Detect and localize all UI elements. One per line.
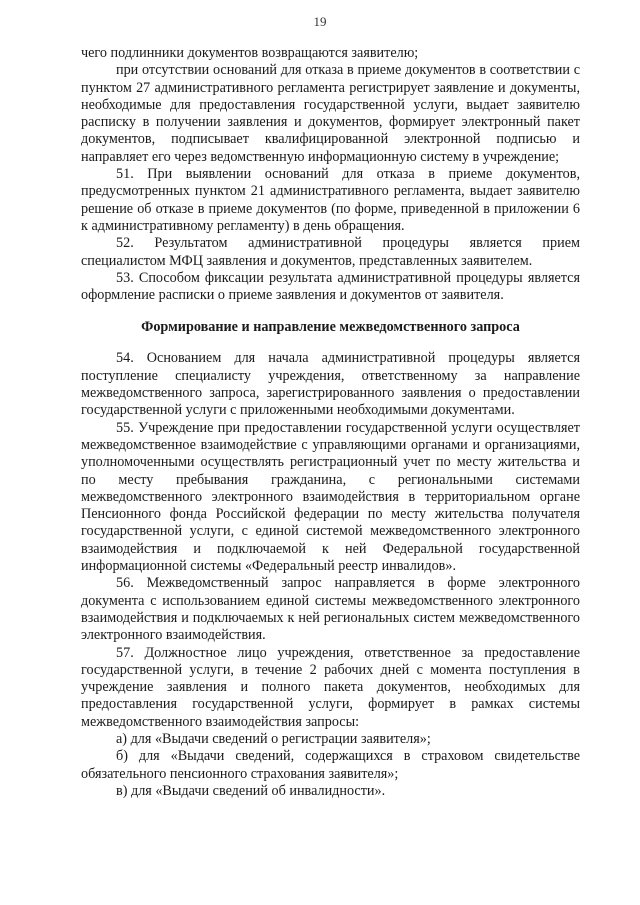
paragraph-54: 54. Основанием для начала административной процедуры является поступление специалисту учреждения, ответственному за направление межведомственного запроса, зарегистрированного заявления о предоставлении государственной услуги с приложенными необходимыми документами.: [81, 350, 580, 419]
section-before: [81, 45, 580, 304]
list-item-a: а) для «Выдачи сведений о регистрации заявителя»;: [116, 730, 431, 747]
paragraph-53: 53. Способом фиксации результата административной процедуры является оформление расписки о приеме заявления и документов от заявителя.: [81, 269, 580, 304]
paragraph-52: 52. Результатом административной процедуры является прием специалистом МФЦ заявления и документов, представленных заявителем.: [81, 235, 580, 269]
paragraph-absence-of-grounds: при отсутствии оснований для отказа в приеме документов в соответствии с пунктом 27 административного регламента регистрирует заявление и документы, необходимые для предоставления государственной услуги, выдает заявителю расписку в получении заявления и документов, формирует электронный пакет документов, подписывает квалифицированной электронной подписью и направляет его через ведомственную информационную систему в учреждение;: [81, 62, 580, 165]
page-number: 19: [313, 14, 327, 29]
list-item-c: в) для «Выдачи сведений об инвалидности».: [116, 782, 386, 799]
section-heading: Формирование и направление межведомственного запроса: [141, 319, 520, 336]
paragraph-56: 56. Межведомственный запрос направляется в форме электронного документа с использованием единой системы межведомственного электронного взаимодействия и подключаемых к ней региональных систем межведомственного электронного взаимодействия.: [81, 575, 580, 644]
paragraph-51: 51. При выявлении оснований для отказа в приеме документов, предусмотренных пунктом 21 административного регламента, выдает заявителю решение об отказе в приеме документов (по форме, приведенной в приложении 6 к административному регламенту) в день обращения.: [81, 166, 580, 234]
list-item-b: б) для «Выдачи сведений, содержащихся в страховом свидетельстве обязательного пенсионного страхования заявителя»;: [81, 748, 580, 782]
paragraph-57: 57. Должностное лицо учреждения, ответственное за предоставление государственной услуги, в течение 2 рабочих дней с момента поступления в учреждение заявления и полного пакета документов, необходимых для предоставления государственной услуги, формирует в рамках системы межведомственного взаимодействия запросы:: [81, 644, 580, 730]
paragraph-continuation: чего подлинники документов возвращаются заявителю;: [81, 45, 419, 61]
paragraph-55: 55. Учреждение при предоставлении государственной услуги осуществляет межведомственное взаимодействие с управляющими органами и организациями, уполномоченными осуществлять регистрационный учет по месту жительства и по месту пребывания гражданина, с региональными системами межведомственного электронного взаимодействия в территориальном органе Пенсионного фонда Российской федерации по месту жительства получателя государственной услуги, с единой системой межведомственного электронного взаимодействия и подключаемой к ней Федеральной государственной информационной системы «Федеральный реестр инвалидов».: [81, 419, 580, 575]
section-after: [81, 350, 580, 800]
document-body: [81, 45, 580, 800]
